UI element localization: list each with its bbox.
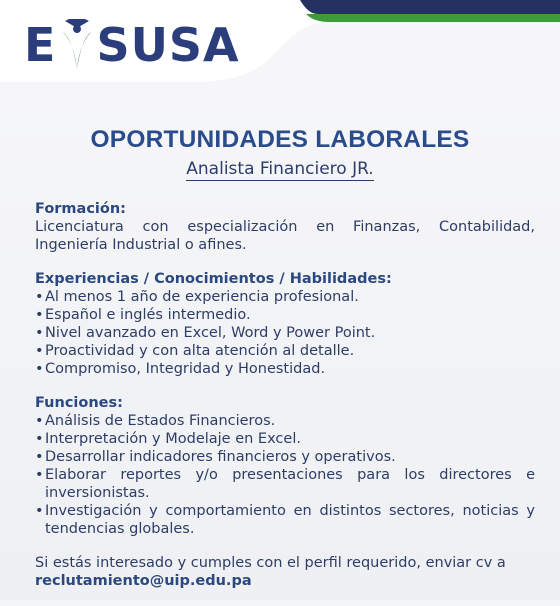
list-item: • Desarrollar indicadores financieros y operativos.: [35, 448, 535, 466]
list-item: • Al menos 1 año de experiencia profesional.: [35, 288, 535, 306]
experiencias-section: [35, 270, 535, 378]
funciones-section: [35, 394, 535, 538]
formacion-heading: Formación:: [35, 201, 126, 217]
eysusa-logo: [24, 12, 240, 78]
contact-email[interactable]: reclutamiento@uip.edu.pa: [35, 573, 252, 589]
funciones-list: [35, 412, 535, 538]
job-title: [0, 159, 560, 179]
list-item: • Nivel avanzado en Excel, Word y Power Point.: [35, 324, 535, 342]
list-item: • Proactividad y con alta atención al detalle.: [35, 342, 535, 360]
list-item: • Español e inglés intermedio.: [35, 306, 535, 324]
job-description: [35, 200, 535, 606]
job-title-text: Analista Financiero JR.: [186, 159, 374, 179]
list-item: • Compromiso, Integridad y Honestidad.: [35, 360, 535, 378]
logo-text-end: SUSA: [96, 18, 240, 72]
logo-text-start: E: [24, 18, 57, 72]
experiencias-heading: Experiencias / Conocimientos / Habilidades:: [35, 271, 392, 287]
list-item: • Análisis de Estados Financieros.: [35, 412, 535, 430]
page-title: OPORTUNIDADES LABORALES: [90, 126, 470, 153]
formacion-text: Licenciatura con especialización en Finanzas, Contabilidad, Ingeniería Industrial o afines.: [35, 219, 535, 253]
list-item: • Interpretación y Modelaje en Excel.: [35, 430, 535, 448]
list-item: • Investigación y comportamiento en distintos sectores, noticias y tendencias globales.: [35, 502, 535, 538]
contact-section: [35, 554, 535, 590]
graduate-leaf-icon: [59, 19, 95, 71]
experiencias-list: [35, 288, 535, 378]
contact-text: Si estás interesado y cumples con el perfil requerido, enviar cv a: [35, 555, 506, 571]
list-item: • Elaborar reportes y/o presentaciones para los directores e inversionistas.: [35, 466, 535, 502]
funciones-heading: Funciones:: [35, 395, 123, 411]
formacion-section: [35, 200, 535, 254]
